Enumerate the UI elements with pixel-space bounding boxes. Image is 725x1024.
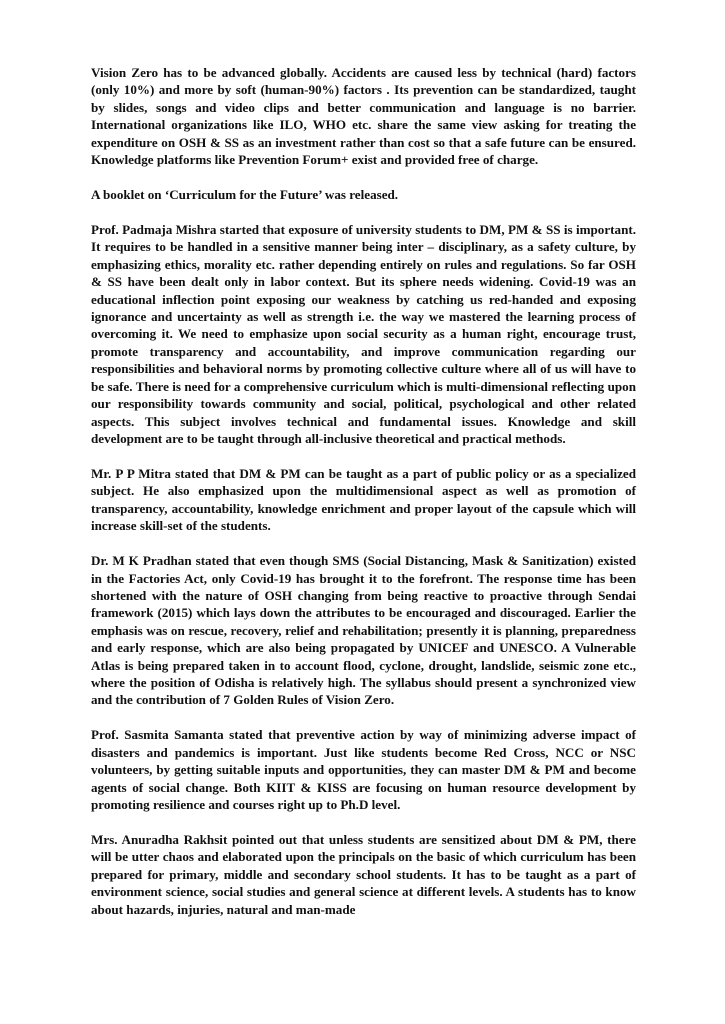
document-body — [91, 64, 636, 918]
paragraph-anuradha-rakhsit: Mrs. Anuradha Rakhsit pointed out that unless students are sensitized about DM & PM, there will be utter chaos and elaborated upon the principals on the basic of which curriculum has been prepared for primary, middle and secondary school students. It has to be taught as a part of environment science, social studies and general science at different levels. A students has to know about hazards, injuries, natural and man-made — [91, 832, 636, 917]
paragraph-sasmita-samanta: Prof. Sasmita Samanta stated that preventive action by way of minimizing adverse impact of disasters and pandemics is important. Just like students become Red Cross, NCC or NSC volunteers, by getting suitable inputs and opportunities, they can master DM & PM and become agents of social change. Both KIIT & KISS are focusing on human resource development by promoting resilience and courses right up to Ph.D level. — [91, 727, 636, 812]
paragraph-mk-pradhan: Dr. M K Pradhan stated that even though SMS (Social Distancing, Mask & Sanitization) existed in the Factories Act, only Covid-19 has brought it to the forefront. The response time has been shortened with the nature of OSH changing from being reactive to proactive through Sendai framework (2015) which lays down the attributes to be encouraged and discouraged. Earlier the emphasis was on rescue, recovery, relief and rehabilitation; presently it is planning, preparedness and early response, which are also being propagated by UNICEF and UNESCO. A Vulnerable Atlas is being prepared taken in to account flood, cyclone, drought, landslide, seismic zone etc., where the position of Odisha is relatively high. The syllabus should present a synchronized view and the contribution of 7 Golden Rules of Vision Zero. — [91, 553, 636, 708]
paragraph-booklet-release: A booklet on ‘Curriculum for the Future’ was released. — [91, 187, 399, 203]
paragraph-pp-mitra: Mr. P P Mitra stated that DM & PM can be taught as a part of public policy or as a specialized subject. He also emphasized upon the multidimensional aspect as well as promotion of transparency, accountability, knowledge enrichment and proper layout of the capsule which will increase skill-set of the students. — [91, 465, 636, 534]
paragraph-padmaja-mishra: Prof. Padmaja Mishra started that exposure of university students to DM, PM & SS is important. It requires to be handled in a sensitive manner being inter – disciplinary, as a safety culture, by emphasizing ethics, morality etc. rather depending entirely on rules and regulations. So far OSH & SS have been dealt only in labor context. But its sphere needs widening. Covid-19 was an educational inflection point exposing our weakness by catching us red-handed and exposing ignorance and uncertainty as well as strength i.e. the way we mastered the learning process of overcoming it. We need to emphasize upon social security as a human right, encourage trust, promote transparency and accountability, and improve communication regarding our responsibilities and behavioral norms by promoting collective culture where all of us will have to be safe. There is need for a comprehensive curriculum which is multi-dimensional reflecting upon our responsibility towards community and social, political, psychological and other related aspects. This subject involves technical and fundamental issues. Knowledge and skill development are to be taught through all-inclusive theoretical and practical methods. — [91, 222, 636, 446]
paragraph-vision-zero: Vision Zero has to be advanced globally. Accidents are caused less by technical (hard) factors (only 10%) and more by soft (human-90%) factors . Its prevention can be standardized, taught by slides, songs and video clips and better communication and language is no barrier. International organizations like ILO, WHO etc. share the same view asking for treating the expenditure on OSH & SS as an investment rather than cost so that a safe future can be ensured. Knowledge platforms like Prevention Forum+ exist and provided free of charge. — [91, 65, 636, 168]
